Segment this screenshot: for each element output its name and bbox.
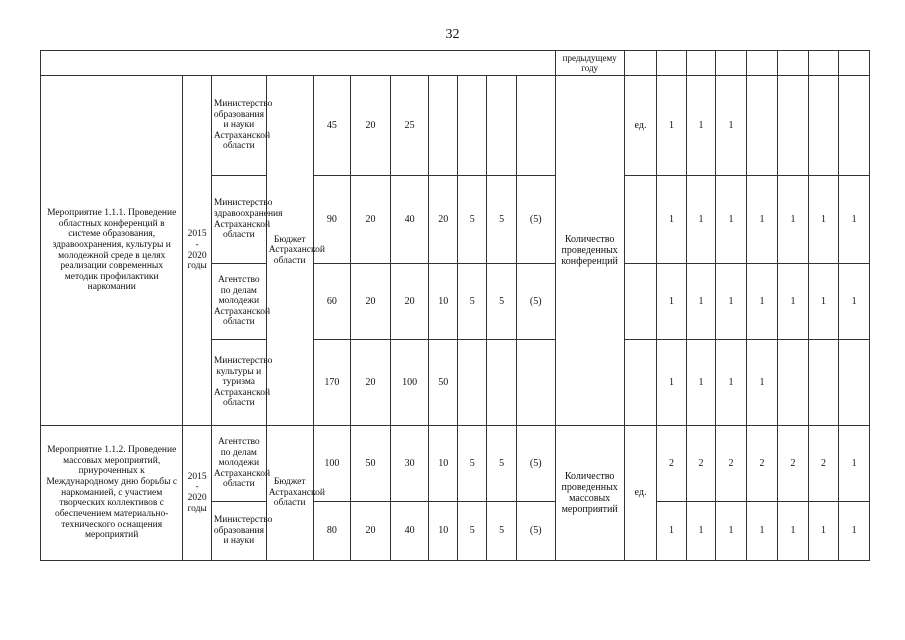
unit-cell: ед. [624, 76, 657, 176]
yearly-value: 2 [686, 426, 715, 502]
amount-cell: 10 [429, 502, 457, 561]
amount-cell: 10 [429, 264, 457, 340]
amount-cell: 20 [351, 176, 391, 264]
amount-cell: 10 [429, 426, 457, 502]
amount-cell [429, 76, 457, 176]
amount-cell: 25 [390, 76, 429, 176]
amount-cell: 30 [390, 426, 429, 502]
amount-cell: 20 [351, 76, 391, 176]
amount-cell: 45 [313, 76, 351, 176]
amount-cell: 60 [313, 264, 351, 340]
yearly-value: 1 [657, 340, 686, 426]
yearly-value: 1 [686, 76, 715, 176]
header-cell [778, 51, 809, 76]
amount-cell: 5 [457, 176, 486, 264]
yearly-value: 1 [686, 264, 715, 340]
yearly-value: 1 [657, 264, 686, 340]
yearly-value: 1 [716, 264, 747, 340]
yearly-value [778, 340, 809, 426]
amount-cell: 100 [313, 426, 351, 502]
budget-source: Бюджет Астраханской области [266, 76, 313, 426]
unit-cell [624, 176, 657, 264]
unit-cell: ед. [624, 426, 657, 561]
amount-cell [457, 340, 486, 426]
amount-cell: 90 [313, 176, 351, 264]
indicator-name: Количество проведенных конференций [555, 76, 624, 426]
amount-cell: 170 [313, 340, 351, 426]
yearly-value: 1 [808, 264, 839, 340]
yearly-value: 1 [716, 502, 747, 561]
yearly-value: 1 [778, 264, 809, 340]
amount-cell [487, 76, 516, 176]
header-cell [624, 51, 657, 76]
yearly-value [839, 340, 870, 426]
yearly-value: 1 [839, 264, 870, 340]
yearly-value: 1 [746, 340, 778, 426]
yearly-value: 1 [716, 340, 747, 426]
yearly-value: 1 [746, 264, 778, 340]
amount-cell [516, 340, 555, 426]
amount-cell [516, 76, 555, 176]
period-cell: 2015 - 2020 годы [183, 426, 211, 561]
amount-cell: 5 [487, 176, 516, 264]
yearly-value: 2 [716, 426, 747, 502]
executor-cell: Агентство по делам молодежи Астраханской области [211, 264, 266, 340]
yearly-value: 2 [746, 426, 778, 502]
yearly-value [808, 76, 839, 176]
amount-cell: 50 [429, 340, 457, 426]
yearly-value: 1 [839, 502, 870, 561]
yearly-value: 1 [808, 502, 839, 561]
yearly-value: 1 [657, 76, 686, 176]
table-row [41, 76, 870, 176]
yearly-value: 1 [716, 76, 747, 176]
amount-cell: (5) [516, 176, 555, 264]
unit-cell [624, 264, 657, 340]
amount-cell: 5 [457, 502, 486, 561]
prev-year-header: предыдущему году [555, 51, 624, 76]
budget-source: Бюджет Астраханской области [266, 426, 313, 561]
yearly-value: 1 [746, 176, 778, 264]
yearly-value [839, 76, 870, 176]
amount-cell: 50 [351, 426, 391, 502]
yearly-value: 1 [778, 502, 809, 561]
amount-cell: 100 [390, 340, 429, 426]
amount-cell: 5 [457, 264, 486, 340]
page-number: 32 [445, 27, 460, 42]
amount-cell [487, 340, 516, 426]
executor-cell: Министерство образования и науки Астраханской области [211, 76, 266, 176]
amount-cell: 5 [487, 426, 516, 502]
header-cell [746, 51, 778, 76]
period-cell: 2015 - 2020 годы [183, 76, 211, 426]
yearly-value: 1 [778, 176, 809, 264]
amount-cell: 5 [487, 502, 516, 561]
header-cell [657, 51, 686, 76]
amount-cell: (5) [516, 264, 555, 340]
indicator-name: Количество проведенных массовых мероприятий [555, 426, 624, 561]
amount-cell: 20 [429, 176, 457, 264]
executor-cell: Агентство по делам молодежи Астраханской области [211, 426, 266, 502]
amount-cell: 5 [457, 426, 486, 502]
yearly-value: 1 [839, 176, 870, 264]
yearly-value: 1 [686, 176, 715, 264]
amount-cell: 80 [313, 502, 351, 561]
yearly-value: 1 [686, 502, 715, 561]
header-blank [41, 51, 556, 76]
amount-cell: (5) [516, 426, 555, 502]
header-cell [808, 51, 839, 76]
yearly-value: 1 [716, 176, 747, 264]
measure-description: Мероприятие 1.1.1. Проведение областных конференций в системе образования, здравоохранения, культуры и молодежной среде в целях реализации современных методик профилактики наркомании [41, 76, 183, 426]
executor-cell: Министерство культуры и туризма Астраханской области [211, 340, 266, 426]
executor-cell: Министерство образования и науки [211, 502, 266, 561]
amount-cell: (5) [516, 502, 555, 561]
amount-cell: 20 [390, 264, 429, 340]
amount-cell: 5 [487, 264, 516, 340]
amount-cell: 20 [351, 264, 391, 340]
header-cell [686, 51, 715, 76]
yearly-value: 1 [657, 502, 686, 561]
amount-cell: 40 [390, 176, 429, 264]
amount-cell: 20 [351, 502, 391, 561]
header-row [41, 51, 870, 76]
unit-cell [624, 340, 657, 426]
yearly-value: 1 [657, 176, 686, 264]
yearly-value: 1 [839, 426, 870, 502]
header-cell [839, 51, 870, 76]
program-table [40, 50, 870, 561]
yearly-value: 1 [808, 176, 839, 264]
yearly-value [808, 340, 839, 426]
executor-cell: Министерство здравоохранения Астраханской области [211, 176, 266, 264]
amount-cell: 20 [351, 340, 391, 426]
yearly-value: 1 [746, 502, 778, 561]
amount-cell: 40 [390, 502, 429, 561]
measure-description: Мероприятие 1.1.2. Проведение массовых мероприятий, приуроченных к Международному дню борьбы с наркоманией, с участием творческих коллективов с обеспечением материально-технического оснащения мероприятий [41, 426, 183, 561]
table-row [41, 426, 870, 502]
amount-cell [457, 76, 486, 176]
yearly-value [746, 76, 778, 176]
yearly-value: 1 [686, 340, 715, 426]
yearly-value: 2 [808, 426, 839, 502]
yearly-value [778, 76, 809, 176]
header-cell [716, 51, 747, 76]
yearly-value: 2 [657, 426, 686, 502]
yearly-value: 2 [778, 426, 809, 502]
